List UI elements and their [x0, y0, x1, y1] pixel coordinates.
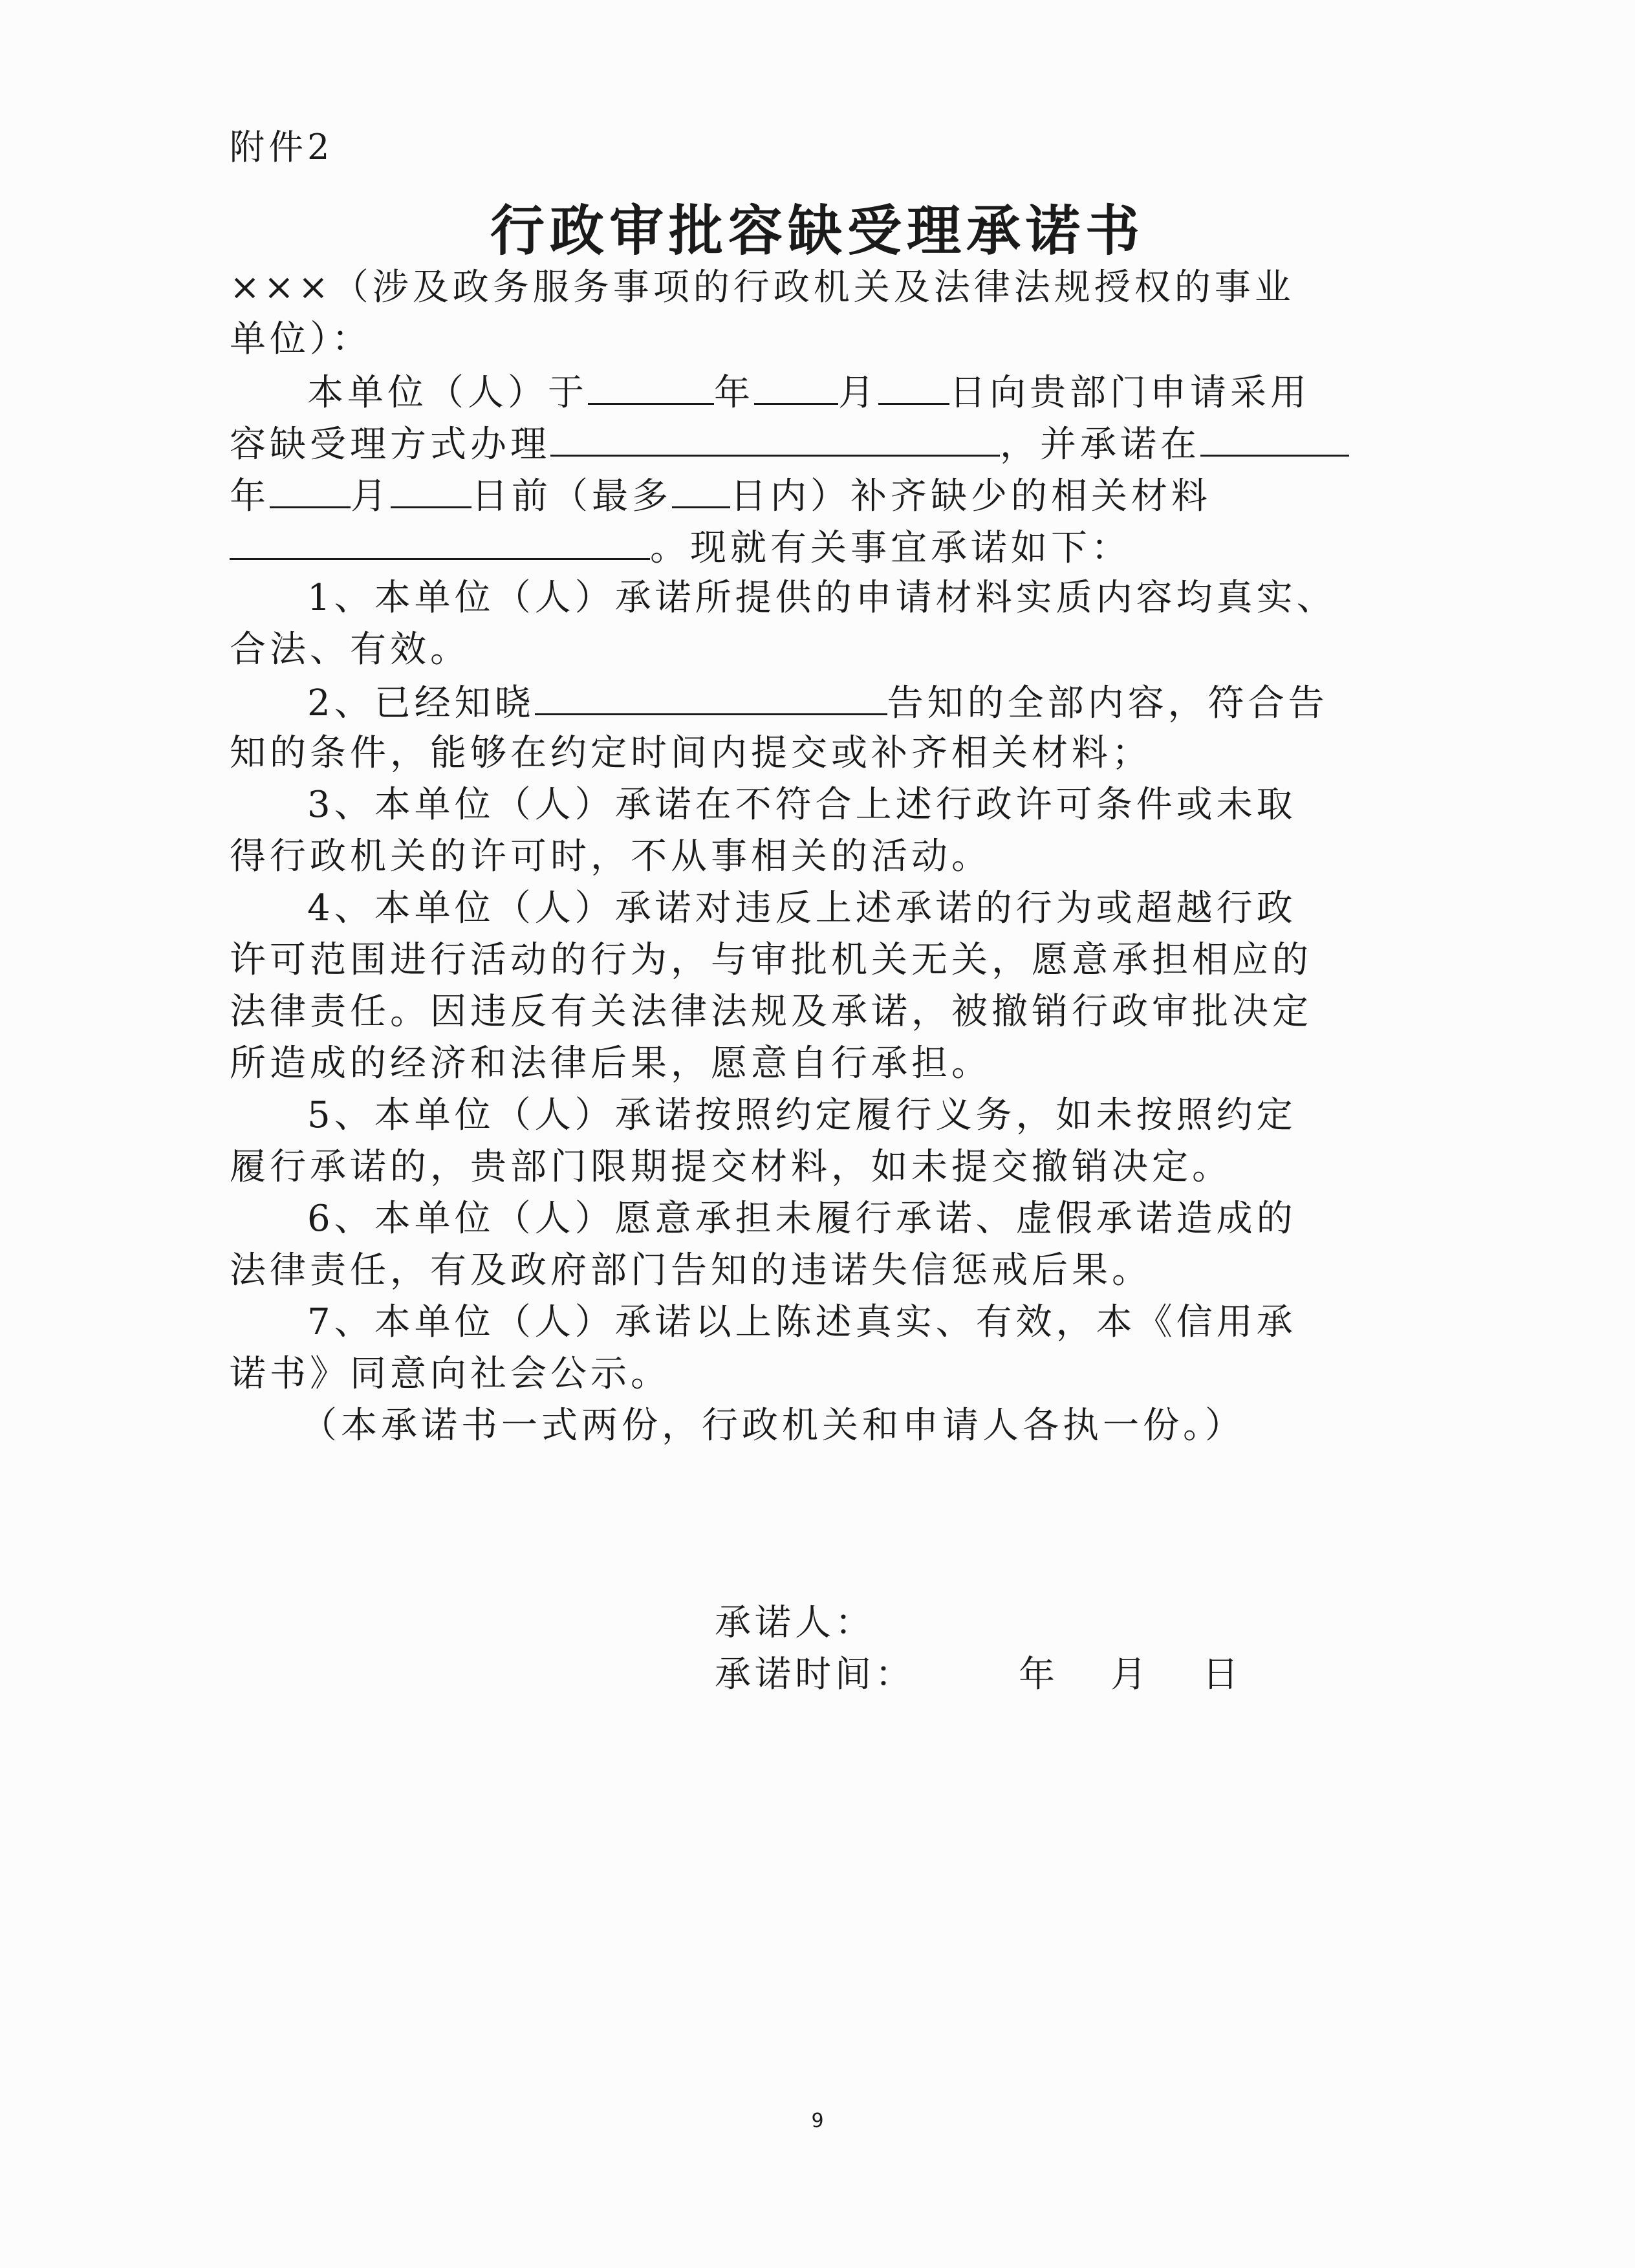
item-4-line-4: 所造成的经济和法律后果，愿意自行承担。 — [230, 1042, 991, 1085]
day-blank[interactable] — [878, 365, 949, 405]
item-7-line-2: 诺书》同意向社会公示。 — [230, 1353, 671, 1395]
item-7-line-1 — [230, 1297, 1378, 1348]
day-label: 日 — [1202, 1654, 1242, 1696]
intro-line-2 — [230, 417, 1378, 469]
item-text: 7、本单位（人）承诺以上陈述真实、有效，本《信用承 — [307, 1301, 1297, 1343]
item-1-line-1 — [230, 572, 1378, 624]
document-body — [230, 262, 1378, 1452]
intro-text: ，并承诺在 — [1000, 424, 1200, 466]
intro-text: 日向贵部门申请采用 — [949, 372, 1310, 414]
intro-line-3 — [230, 469, 1378, 521]
item-3-line-1 — [230, 779, 1378, 831]
intro-text: 。现就有关事宜承诺如下： — [650, 527, 1131, 569]
intro-text: 年 — [230, 475, 270, 517]
year-label: 年 — [1019, 1654, 1059, 1696]
addressee-line-2: 单位）： — [230, 318, 372, 360]
deadline-day-blank[interactable] — [391, 469, 471, 508]
item-5-line-2: 履行承诺的，贵部门限期提交材料，如未提交撤销决定。 — [230, 1146, 1232, 1188]
year-blank[interactable] — [588, 365, 714, 405]
matter-blank[interactable] — [550, 417, 1000, 457]
month-label: 月 — [1110, 1654, 1151, 1696]
intro-text: 日内）补齐缺少的相关材料 — [730, 475, 1211, 517]
item-4-line-2: 许可范围进行活动的行为，与审批机关无关，愿意承担相应的 — [230, 939, 1312, 981]
attachment-label: 附件2 — [230, 127, 334, 167]
intro-text: 日前（最多 — [471, 475, 672, 517]
intro-line-4 — [230, 521, 1378, 572]
promiser-label: 承诺人： — [715, 1602, 875, 1644]
intro-text: 本单位（人）于 — [307, 372, 588, 414]
item-3-line-2: 得行政机关的许可时，不从事相关的活动。 — [230, 836, 991, 878]
promise-time-row — [715, 1646, 1242, 1698]
max-days-blank[interactable] — [672, 469, 730, 508]
intro-text: 容缺受理方式办理 — [230, 424, 550, 466]
month-blank[interactable] — [754, 365, 838, 405]
item-4-line-3: 法律责任。因违反有关法律法规及承诺，被撤销行政审批决定 — [230, 991, 1312, 1033]
item-text: 1、本单位（人）承诺所提供的申请材料实质内容均真实、 — [307, 577, 1337, 619]
promise-time-label: 承诺时间： — [715, 1654, 915, 1696]
item-6-line-1 — [230, 1193, 1378, 1245]
item-2-line-2: 知的条件，能够在约定时间内提交或补齐相关材料； — [230, 732, 1152, 774]
intro-text: 月 — [838, 372, 878, 414]
deadline-month-blank[interactable] — [270, 469, 351, 508]
item-6-line-2: 法律责任，有及政府部门告知的违诺失信惩戒后果。 — [230, 1249, 1152, 1291]
item-text: 4、本单位（人）承诺对违反上述承诺的行为或超越行政 — [307, 887, 1297, 929]
item-2-line-1 — [230, 676, 1378, 728]
notice-source-blank[interactable] — [535, 676, 887, 715]
item-text: 5、本单位（人）承诺按照约定履行义务，如未按照约定 — [307, 1094, 1297, 1136]
item-text: 告知的全部内容，符合告 — [887, 682, 1328, 724]
intro-text: 月 — [351, 475, 391, 517]
item-5-line-1 — [230, 1090, 1378, 1141]
item-text: 2、已经知晓 — [307, 682, 535, 724]
deadline-year-blank[interactable] — [1200, 417, 1349, 457]
item-text: 3、本单位（人）承诺在不符合上述行政许可条件或未取 — [307, 784, 1297, 826]
item-4-line-1 — [230, 883, 1378, 934]
intro-text: 年 — [714, 372, 754, 414]
item-text: 6、本单位（人）愿意承担未履行承诺、虚假承诺造成的 — [307, 1198, 1297, 1240]
page-number: 9 — [811, 2110, 824, 2132]
item-1-line-2: 合法、有效。 — [230, 629, 470, 671]
materials-blank[interactable] — [230, 521, 650, 560]
addressee-line-1: ×××（涉及政务服务事项的行政机关及法律法规授权的事业 — [230, 266, 1295, 308]
copies-note — [230, 1400, 1378, 1452]
document-title: 行政审批容缺受理承诺书 — [490, 199, 1145, 263]
note-text: （本承诺书一式两份，行政机关和申请人各执一份。） — [301, 1405, 1245, 1447]
intro-line-1 — [230, 365, 1378, 417]
